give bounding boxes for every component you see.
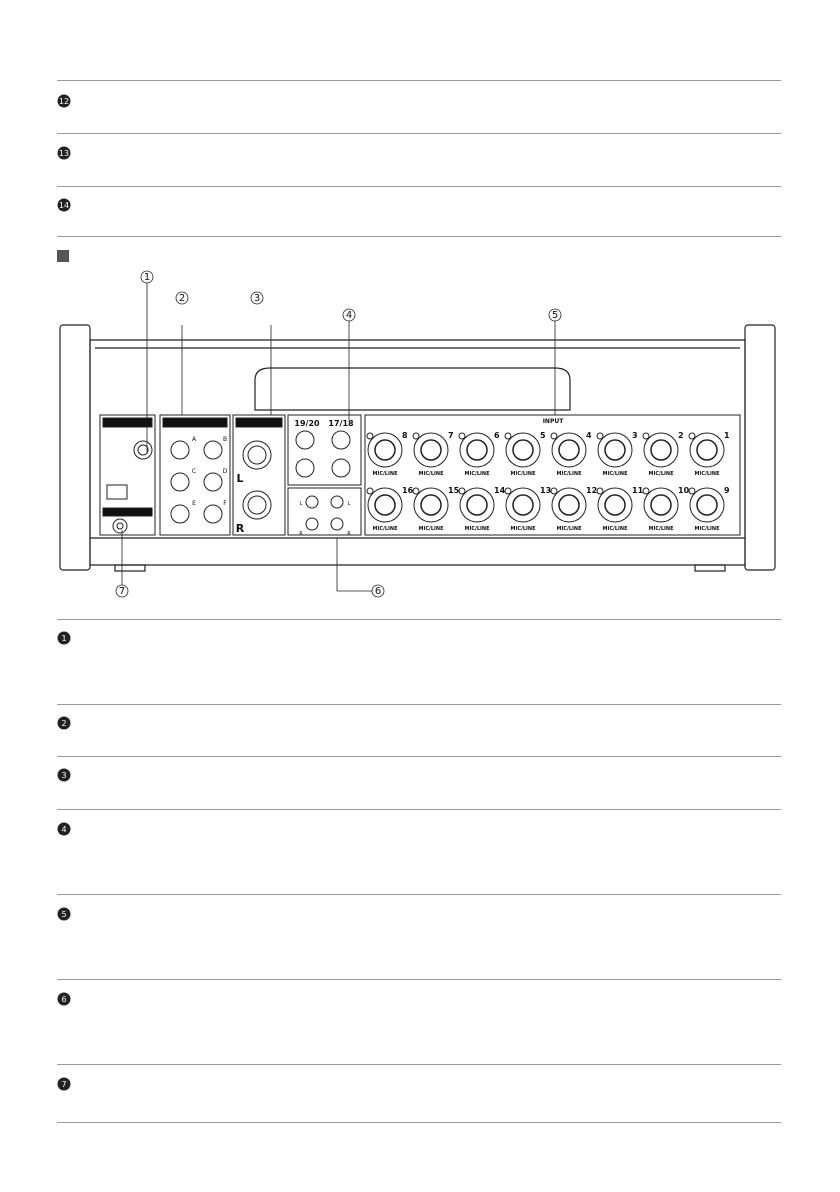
- jack-type-label: MIC/LINE: [602, 471, 628, 477]
- rule-top-3: [57, 186, 781, 187]
- input-jack-5: [505, 431, 546, 477]
- callout-4: 4: [345, 310, 353, 321]
- callout-6: 6: [374, 586, 382, 597]
- input-jack-2: [643, 431, 684, 477]
- rule-top-4: [57, 236, 781, 237]
- svg-text:2: 2: [61, 719, 67, 728]
- input-number-16: 16: [402, 486, 414, 495]
- input-jack-9: [689, 486, 730, 532]
- item-marker-5: [57, 907, 71, 921]
- rca-label-r2: R: [347, 531, 351, 537]
- item-marker-13: [57, 146, 71, 160]
- jack-type-label: MIC/LINE: [418, 526, 444, 532]
- jack-type-label: MIC/LINE: [372, 526, 398, 532]
- rule-bottom-4: [57, 894, 781, 895]
- jack-type-label: MIC/LINE: [464, 526, 490, 532]
- jack-type-label: MIC/LINE: [510, 526, 536, 532]
- rule-bottom-7: [57, 1122, 781, 1123]
- monitor-label-e: E: [192, 500, 196, 507]
- input-jack-13: [505, 486, 551, 532]
- jack-type-label: MIC/LINE: [464, 471, 490, 477]
- callout-3: 3: [253, 293, 261, 304]
- input-number-4: 4: [586, 431, 592, 440]
- rule-bottom-0: [57, 619, 781, 620]
- input-jack-4: [551, 431, 592, 477]
- callout-7: 7: [118, 586, 126, 597]
- item-marker-2: [57, 716, 71, 730]
- input-jack-7: [413, 431, 454, 477]
- monitor-label-f: F: [223, 500, 227, 507]
- monitor-label-a: A: [191, 436, 197, 443]
- input-number-8: 8: [402, 431, 408, 440]
- input-number-13: 13: [540, 486, 552, 495]
- input-number-15: 15: [448, 486, 460, 495]
- input-jack-11: [597, 486, 644, 532]
- input-jack-12: [551, 486, 597, 532]
- input-label: INPUT: [542, 418, 564, 425]
- input-number-10: 10: [678, 486, 690, 495]
- input-jack-15: [413, 486, 460, 532]
- rule-top-2: [57, 133, 781, 134]
- svg-text:1: 1: [61, 634, 67, 643]
- jack-type-label: MIC/LINE: [602, 526, 628, 532]
- input-number-14: 14: [494, 486, 506, 495]
- rule-bottom-5: [57, 979, 781, 980]
- svg-text:7: 7: [61, 1080, 67, 1089]
- jack-type-label: MIC/LINE: [372, 471, 398, 477]
- input-jack-1: [689, 431, 730, 477]
- rule-bottom-3: [57, 809, 781, 810]
- input-number-2: 2: [678, 431, 684, 440]
- jack-type-label: MIC/LINE: [694, 471, 720, 477]
- rule-bottom-2: [57, 756, 781, 757]
- input-jack-3: [597, 431, 638, 477]
- input-number-5: 5: [540, 431, 546, 440]
- monitor-label-d: D: [222, 468, 228, 475]
- svg-text:5: 5: [61, 910, 67, 919]
- rca-label-l2: L: [347, 501, 351, 507]
- callout-5: 5: [551, 310, 559, 321]
- svg-text:13: 13: [58, 149, 70, 158]
- input-number-3: 3: [632, 431, 638, 440]
- aux-label-19-20: 19/20: [294, 419, 320, 428]
- item-marker-14: [57, 198, 71, 212]
- main-out-l-label: L: [236, 472, 244, 485]
- jack-type-label: MIC/LINE: [510, 471, 536, 477]
- item-marker-6: [57, 992, 71, 1006]
- rca-label-r1: R: [299, 531, 303, 537]
- jack-type-label: MIC/LINE: [556, 471, 582, 477]
- jack-type-label: MIC/LINE: [648, 471, 674, 477]
- main-out-r-label: R: [235, 522, 245, 535]
- rule-bottom-1: [57, 704, 781, 705]
- input-jack-6: [459, 431, 500, 477]
- item-marker-3: [57, 768, 71, 782]
- svg-text:12: 12: [58, 97, 70, 106]
- rule-top-1: [57, 80, 781, 81]
- input-jack-10: [643, 486, 690, 532]
- item-marker-1: [57, 631, 71, 645]
- input-jack-8: [367, 431, 408, 477]
- input-number-9: 9: [724, 486, 730, 495]
- svg-text:4: 4: [61, 825, 67, 834]
- jack-type-label: MIC/LINE: [648, 526, 674, 532]
- callout-1: 1: [143, 272, 151, 283]
- svg-text:14: 14: [58, 201, 70, 210]
- input-number-11: 11: [632, 486, 644, 495]
- monitor-label-c: C: [191, 468, 197, 475]
- input-number-1: 1: [724, 431, 730, 440]
- input-jack-16: [367, 486, 414, 532]
- jack-type-label: MIC/LINE: [418, 471, 444, 477]
- input-jack-14: [459, 486, 506, 532]
- rca-label-l1: L: [299, 501, 303, 507]
- jack-type-label: MIC/LINE: [694, 526, 720, 532]
- rule-bottom-6: [57, 1064, 781, 1065]
- input-number-7: 7: [448, 431, 454, 440]
- svg-text:6: 6: [61, 995, 67, 1004]
- monitor-label-b: B: [222, 436, 228, 443]
- item-marker-7: [57, 1077, 71, 1091]
- item-marker-4: [57, 822, 71, 836]
- svg-text:3: 3: [61, 771, 67, 780]
- aux-label-17-18: 17/18: [328, 419, 354, 428]
- rear-panel-diagram: [55, 260, 785, 600]
- input-number-12: 12: [586, 486, 598, 495]
- input-number-6: 6: [494, 431, 500, 440]
- jack-type-label: MIC/LINE: [556, 526, 582, 532]
- item-marker-12: [57, 94, 71, 108]
- callout-2: 2: [178, 293, 186, 304]
